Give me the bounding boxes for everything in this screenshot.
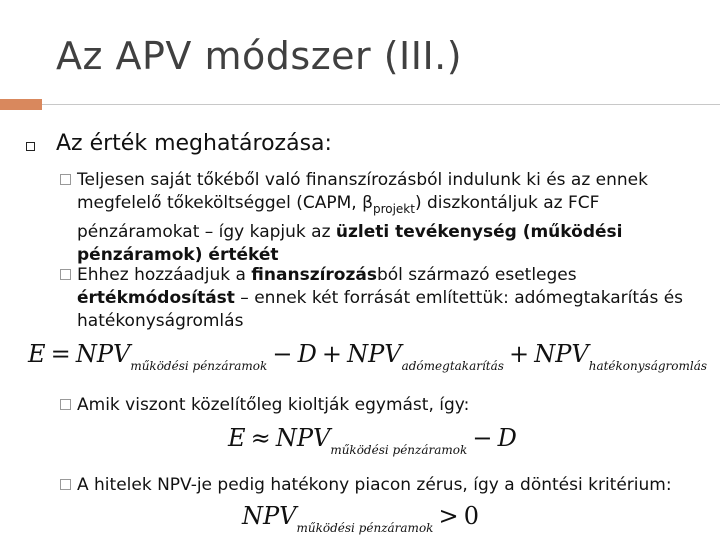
square-bullet-icon <box>26 142 35 151</box>
equation-apv-full: $E = NPV_{működési pénzáramok} - D + NPV_{adómegtakarítás} + NPV_{hatékonyságromlás}$ <box>28 340 708 373</box>
list-item-cancel-out <box>60 394 700 417</box>
title-accent-bar <box>0 99 42 110</box>
list-item-text: Teljesen saját tőkéből való finanszírozásból indulunk ki és az ennek megfelelő tőkeköltséggel (CAPM, $\beta_{projekt}$) diszkontáljuk az FCF pénzáramokat – így kapjuk az üzleti tevékenység (működési pénzáramok) értékét <box>77 170 648 265</box>
list-item-text: Ehhez hozzáadjuk a finanszírozásból származó esetleges értékmódosítást – ennek két forrását említettük: adómegtakarítás és hatékonyságromlás <box>77 265 684 331</box>
equation-decision-criterion: $NPV_{működési pénzáramok} > 0$ <box>242 502 480 535</box>
list-item-own-capital <box>60 169 700 267</box>
checkbox-bullet-icon <box>60 269 71 280</box>
list-item-text: Amik viszont közelítőleg kioltják egymást, így: <box>77 395 470 415</box>
section-heading: Az érték meghatározása: <box>56 131 332 156</box>
list-item-financing <box>60 264 700 333</box>
checkbox-bullet-icon <box>60 174 71 185</box>
equation-apv-approx: $E \approx NPV_{működési pénzáramok} - D$ <box>228 424 517 457</box>
list-item-text: A hitelek NPV-je pedig hatékony piacon zérus, így a döntési kritérium: <box>77 475 672 495</box>
title-rule <box>42 104 720 105</box>
checkbox-bullet-icon <box>60 479 71 490</box>
list-item-criterion <box>60 474 710 497</box>
slide-title: Az APV módszer (III.) <box>56 34 463 78</box>
checkbox-bullet-icon <box>60 399 71 410</box>
